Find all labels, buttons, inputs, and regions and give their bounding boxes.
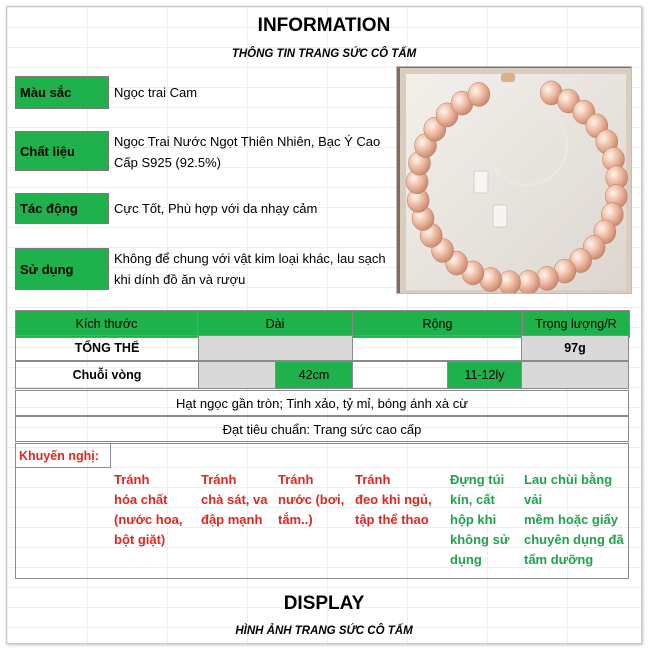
chain-width-left xyxy=(352,361,448,389)
pearl-bead xyxy=(468,82,490,106)
header-weight: Trọng lượng/R xyxy=(523,311,630,338)
size-table xyxy=(15,310,630,338)
tip-clean-soft-cloth xyxy=(524,470,628,570)
value-effect: Cực Tốt, Phù hợp với da nhạy cảm xyxy=(114,201,318,216)
tip-line: bột giặt) xyxy=(114,532,166,547)
tip-line: tắm..) xyxy=(278,512,313,527)
pearl-bead xyxy=(518,270,540,293)
tip-line: đập mạnh xyxy=(201,512,263,527)
clasp xyxy=(501,73,515,82)
tip-line: tẩm dưỡng xyxy=(524,552,594,567)
value-usage: Không để chung với vật kim loại khác, lau sạch khi dính đồ ăn và rượu xyxy=(114,251,386,287)
pearl-bead xyxy=(499,271,521,293)
total-width-cell xyxy=(352,335,522,361)
chain-width: 11-12ly xyxy=(447,361,522,389)
tip-line: chà sát, va xyxy=(201,492,268,507)
total-length-cell xyxy=(198,335,353,361)
tip-line: mềm hoặc giấy xyxy=(524,512,618,527)
chain-length-left xyxy=(198,361,276,389)
chain-weight-cell xyxy=(521,361,629,389)
page-title: INFORMATION xyxy=(257,15,391,36)
header-length: Dài xyxy=(198,311,353,338)
display-title: DISPLAY xyxy=(283,593,365,614)
size-table-header xyxy=(16,311,630,338)
display-subtitle: HÌNH ẢNH TRANG SỨC CÔ TẤM xyxy=(235,625,413,637)
tip-line: nước (bơi, xyxy=(278,492,345,507)
tip-line: kín, cất xyxy=(450,492,495,507)
label-material: Chất liệu xyxy=(15,131,109,171)
value-material: Ngọc Trai Nước Ngọt Thiên Nhiên, Bạc Ý Cao Cấp S925 (92.5%) xyxy=(114,134,381,170)
chain-length: 42cm xyxy=(275,361,353,389)
chain-label: Chuỗi vòng xyxy=(15,361,199,389)
total-label: TỔNG THỂ xyxy=(15,335,199,361)
total-weight: 97g xyxy=(521,335,629,361)
tip-avoid-impact xyxy=(201,470,275,530)
product-photo-pearl-necklace xyxy=(396,66,632,294)
tip-line: không sử xyxy=(450,532,510,547)
pearl-necklace-image xyxy=(397,67,631,293)
tip-line: tập thể thao xyxy=(355,512,429,527)
page-subtitle: THÔNG TIN TRANG SỨC CÔ TẤM xyxy=(231,48,417,60)
tip-line: Đựng túi xyxy=(450,472,505,487)
advice-section xyxy=(15,443,629,579)
pearl-bead xyxy=(536,266,558,290)
tip-avoid-chemicals xyxy=(114,470,198,550)
advice-label: Khuyến nghị: xyxy=(16,444,111,468)
tip-line: hóa chất xyxy=(114,492,168,507)
note-standard: Đạt tiêu chuẩn: Trang sức cao cấp xyxy=(15,416,629,442)
tip-line: Tránh xyxy=(278,472,314,487)
tip-line: đeo khi ngủ, xyxy=(355,492,432,507)
tip-line: Tránh xyxy=(201,472,237,487)
tip-line: Lau chùi bằng vải xyxy=(524,472,613,507)
header-size: Kích thước xyxy=(16,311,198,338)
tip-line: Tránh xyxy=(355,472,391,487)
tip-line: chuyên dụng đã xyxy=(524,532,624,547)
tip-line: (nước hoa, xyxy=(114,512,183,527)
tip-line: hộp khi xyxy=(450,512,497,527)
label-usage: Sử dụng xyxy=(15,248,109,290)
header-width: Rộng xyxy=(353,311,523,338)
tip-line: Tránh xyxy=(114,472,150,487)
tip-line: dụng xyxy=(450,552,482,567)
value-color: Ngọc trai Cam xyxy=(114,85,198,100)
tip-store-sealed xyxy=(450,470,520,570)
tip-avoid-sleep-sport xyxy=(355,470,447,530)
label-color: Màu sắc xyxy=(15,76,109,109)
tip-avoid-water xyxy=(278,470,352,530)
note-pearl-quality: Hạt ngọc gần tròn; Tinh xảo, tỷ mỉ, bóng ánh xà cừ xyxy=(15,390,629,416)
label-effect: Tác động xyxy=(15,193,109,224)
